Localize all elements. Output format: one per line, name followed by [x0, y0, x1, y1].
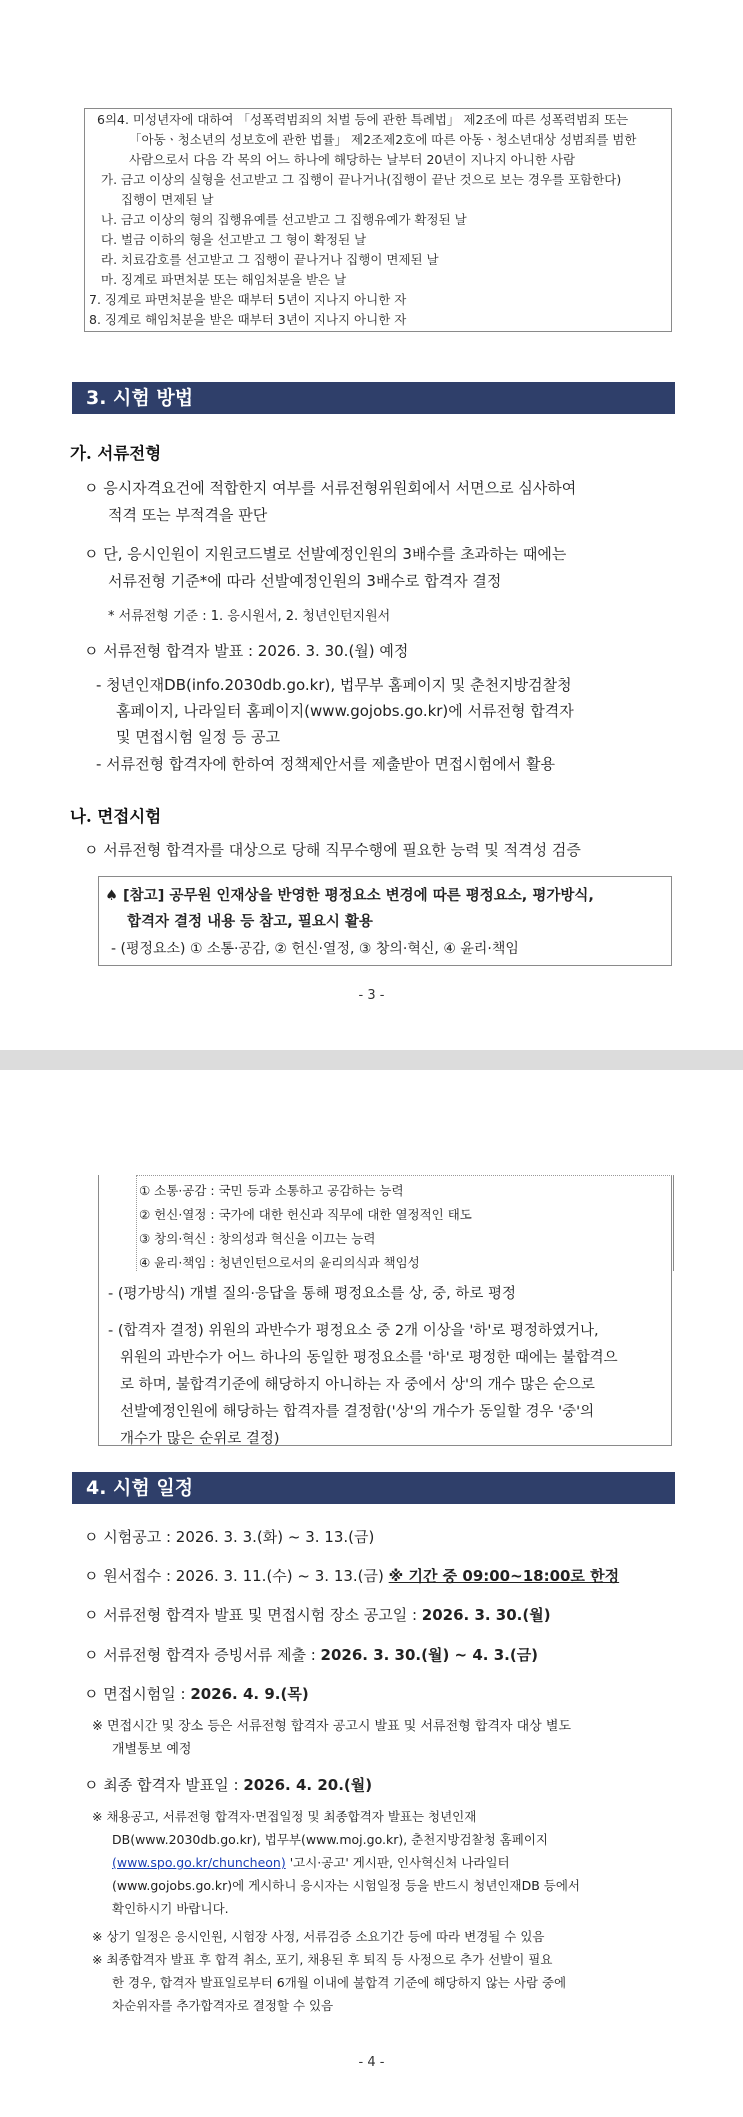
- paragraph-line: ㅇ 응시자격요건에 적합한지 여부를 서류전형위원회에서 서면으로 심사하여: [84, 479, 577, 497]
- paragraph-line: ㅇ 서류전형 합격자를 대상으로 당해 직무수행에 필요한 능력 및 적격성 검증: [84, 841, 581, 859]
- decision-line: 로 하며, 불합격기준에 해당하지 아니하는 자 중에서 상'의 개수 많은 순으로: [120, 1377, 595, 1393]
- paragraph-line: 서류전형 기준*에 따라 선발예정인원의 3배수로 합격자 결정: [108, 572, 502, 590]
- document-page-4: [0, 1070, 743, 2117]
- note-line: 확인하시기 바랍니다.: [112, 1901, 229, 1916]
- subsection-a-title: 가. 서류전형: [70, 444, 162, 463]
- qual-line: 마. 징계로 파면처분 또는 해임처분을 받은 날: [101, 272, 347, 287]
- note-line: ※ 면접시간 및 장소 등은 서류전형 합격자 공고시 발표 및 서류전형 합격자 대상 별도: [92, 1719, 572, 1734]
- qual-line: 다. 벌금 이하의 형을 선고받고 그 형이 확정된 날: [101, 232, 367, 247]
- schedule-text: ㅇ 서류전형 합격자 증빙서류 제출 :: [84, 1646, 321, 1664]
- schedule-line: [84, 1776, 372, 1794]
- paragraph-line: - 청년인재DB(info.2030db.go.kr), 법무부 홈페이지 및 춘천지방검찰청: [96, 676, 572, 694]
- element-line: ① 소통·공감 : 국민 등과 소통하고 공감하는 능력: [139, 1183, 404, 1198]
- decision-line: 개수가 많은 순위로 결정): [120, 1431, 280, 1447]
- note-line: ※ 상기 일정은 응시인원, 시험장 사정, 서류검증 소요기간 등에 따라 변경될 수 있음: [92, 1929, 545, 1944]
- document-page-3: [0, 0, 743, 1050]
- note-line: (www.gojobs.go.kr)에 게시하니 응시자는 시험일정 등을 반드시 청년인재DB 등에서: [112, 1878, 580, 1893]
- qual-line: 가. 금고 이상의 실형을 선고받고 그 집행이 끝나거나(집행이 끝난 것으로 보는 경우를 포함한다): [101, 172, 622, 187]
- qual-line: 집행이 면제된 날: [121, 192, 214, 207]
- page-number: - 3 -: [358, 988, 385, 1003]
- qual-line: 나. 금고 이상의 형의 집행유예를 선고받고 그 집행유예가 확정된 날: [101, 212, 467, 227]
- reference-heading: 합격자 결정 내용 등 참고, 필요시 활용: [127, 914, 373, 930]
- schedule-date: 2026. 4. 9.(목): [190, 1685, 309, 1703]
- decision-line: 위원의 과반수가 어느 하나의 동일한 평정요소를 '하'로 평정한 때에는 불합격으: [120, 1350, 618, 1366]
- schedule-line: [84, 1606, 551, 1624]
- page-number: - 4 -: [358, 2055, 385, 2070]
- schedule-date: 2026. 4. 20.(월): [243, 1776, 373, 1794]
- qual-line: 사람으로서 다음 각 목의 어느 하나에 해당하는 날부터 20년이 지나지 아니한 사람: [129, 152, 576, 167]
- element-line: ③ 창의·혁신 : 창의성과 혁신을 이끄는 능력: [139, 1231, 376, 1246]
- paragraph-line: 및 면접시험 일정 등 공고: [116, 728, 280, 746]
- decision-line: 선발예정인원에 해당하는 합격자를 결정함('상'의 개수가 동일할 경우 '중'의: [120, 1404, 595, 1420]
- qual-line: 6의4. 미성년자에 대하여 「성폭력범죄의 처벌 등에 관한 특례법」 제2조에 따른 성폭력범죄 또는: [97, 112, 629, 127]
- schedule-highlight: ※ 기간 중 09:00~18:00로 한정: [388, 1567, 620, 1585]
- subsection-b-title: 나. 면접시험: [70, 807, 162, 826]
- element-line: ② 헌신·열정 : 국가에 대한 헌신과 직무에 대한 열정적인 태도: [139, 1207, 472, 1222]
- note-line: ※ 최종합격자 발표 후 합격 취소, 포기, 채용된 후 퇴직 등 사정으로 추가 선발이 필요: [92, 1952, 553, 1967]
- schedule-date: 2026. 3. 30.(월) ~ 4. 3.(금): [320, 1646, 539, 1664]
- elements-inset: [136, 1175, 674, 1271]
- note-line: 한 경우, 합격자 발표일로부터 6개월 이내에 불합격 기준에 해당하지 않는 사람 중에: [112, 1975, 567, 1990]
- paragraph-line: ㅇ 단, 응시인원이 지원코드별로 선발예정인원의 3배수를 초과하는 때에는: [84, 545, 567, 563]
- schedule-text: ㅇ 면접시험일 :: [84, 1685, 191, 1703]
- qual-line: 7. 징계로 파면처분을 받은 때부터 5년이 지나지 아니한 자: [89, 292, 407, 307]
- qual-line: 「아동ㆍ청소년의 성보호에 관한 법률」 제2조제2호에 따른 아동ㆍ청소년대상 성범죄를 범한: [129, 132, 637, 147]
- element-line: ④ 윤리·책임 : 청년인턴으로서의 윤리의식과 책임성: [139, 1255, 420, 1270]
- section-3-banner: 3. 시험 방법: [72, 382, 675, 414]
- reference-elements: - (평정요소) ① 소통·공감, ② 헌신·열정, ③ 창의·혁신, ④ 윤리·책임: [111, 941, 519, 957]
- note-line: ※ 채용공고, 서류전형 합격자·면접일정 및 최종합격자 발표는 청년인재: [92, 1809, 477, 1824]
- note-line: DB(www.2030db.go.kr), 법무부(www.moj.go.kr), 춘천지방검찰청 홈페이지: [112, 1832, 548, 1847]
- method-line: - (평가방식) 개별 질의·응답을 통해 평정요소를 상, 중, 하로 평정: [108, 1286, 517, 1302]
- note-line: 개별통보 예정: [112, 1742, 192, 1757]
- schedule-line: [84, 1646, 538, 1664]
- section-4-banner: 4. 시험 일정: [72, 1472, 675, 1504]
- qual-line: 8. 징계로 해임처분을 받은 때부터 3년이 지나지 아니한 자: [89, 312, 407, 327]
- schedule-line: [84, 1567, 619, 1585]
- decision-line: - (합격자 결정) 위원의 과반수가 평정요소 중 2개 이상을 '하'로 평정하였거나,: [108, 1323, 599, 1339]
- schedule-text: ㅇ 원서접수 : 2026. 3. 11.(수) ~ 3. 13.(금): [84, 1567, 389, 1585]
- footnote: * 서류전형 기준 : 1. 응시원서, 2. 청년인턴지원서: [108, 609, 391, 624]
- spo-link[interactable]: (www.spo.go.kr/chuncheon): [112, 1855, 286, 1870]
- paragraph-line: - 서류전형 합격자에 한하여 정책제안서를 제출받아 면접시험에서 활용: [96, 755, 556, 773]
- disqualification-box: [84, 108, 672, 332]
- schedule-date: 2026. 3. 30.(월): [421, 1606, 551, 1624]
- schedule-line: ㅇ 시험공고 : 2026. 3. 3.(화) ~ 3. 13.(금): [84, 1528, 375, 1546]
- note-line: 차순위자를 추가합격자로 결정할 수 있음: [112, 1998, 334, 2013]
- note-line: [112, 1854, 510, 1872]
- paragraph-line: 홈페이지, 나라일터 홈페이지(www.gojobs.go.kr)에 서류전형 합격자: [116, 702, 574, 720]
- note-text: '고시·공고' 게시판, 인사혁신처 나라일터: [285, 1855, 510, 1870]
- schedule-line: [84, 1685, 309, 1703]
- schedule-text: ㅇ 최종 합격자 발표일 :: [84, 1776, 244, 1794]
- paragraph-line: 적격 또는 부적격을 판단: [108, 506, 268, 524]
- paragraph-line: ㅇ 서류전형 합격자 발표 : 2026. 3. 30.(월) 예정: [84, 642, 409, 660]
- reference-box: [98, 876, 672, 966]
- qual-line: 라. 치료감호를 선고받고 그 집행이 끝나거나 집행이 면제된 날: [101, 252, 439, 267]
- reference-heading: ♠ [참고] 공무원 인재상을 반영한 평정요소 변경에 따른 평정요소, 평가방식,: [105, 888, 594, 904]
- schedule-text: ㅇ 서류전형 합격자 발표 및 면접시험 장소 공고일 :: [84, 1606, 422, 1624]
